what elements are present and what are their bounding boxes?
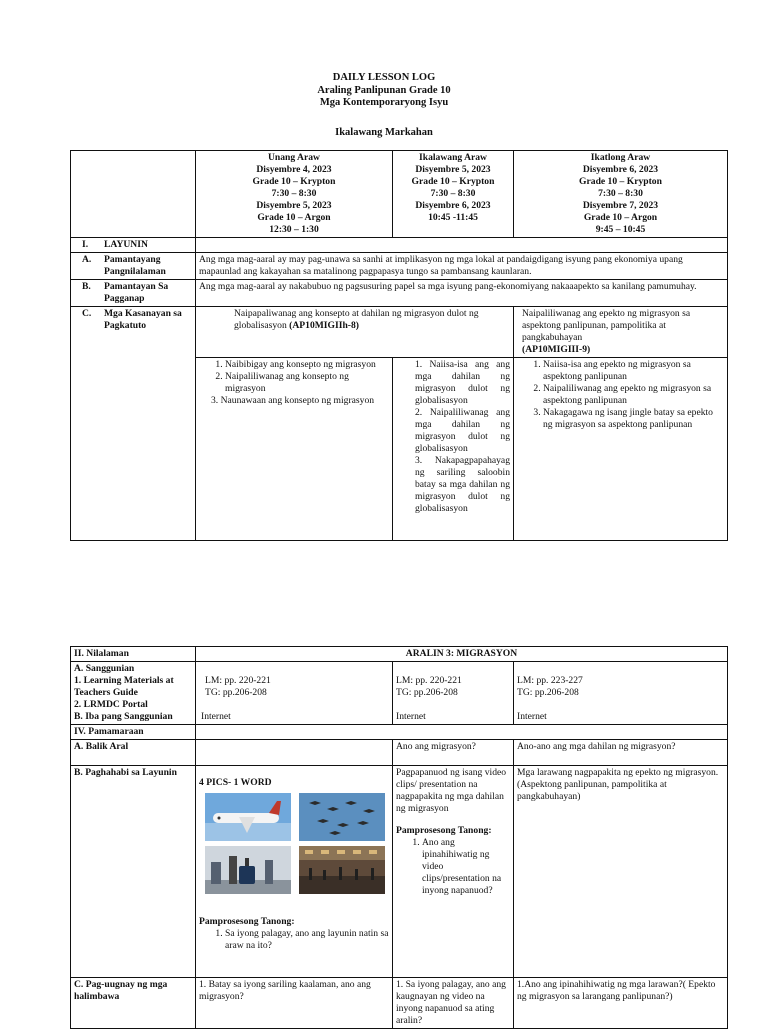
day-header-line: Unang Araw <box>268 152 320 163</box>
traveler-luggage-image <box>205 846 291 894</box>
objectives-day-2 <box>393 357 514 540</box>
day-header-line: 12:30 – 1:30 <box>269 223 319 235</box>
airport-terminal-image <box>299 846 385 894</box>
document-header <box>0 72 768 110</box>
objective-item: 1. Naiisa-isa ang ang mga dahilan ng migrasyon dulot ng globalisasyon <box>415 358 510 406</box>
four-pics-grid <box>205 793 389 894</box>
kasanayan-1: Naipapaliwanag ang konsepto at dahilan ng migrasyon dulot ng globalisasyon (AP10MIGIIh-8) <box>196 306 514 357</box>
sanggunian-day-3: LM: pp. 223-227 TG: pp.206-208 Internet <box>514 661 728 724</box>
day-1-header <box>196 151 393 238</box>
aralin-title: ARALIN 3: MIGRASYON <box>196 647 728 662</box>
day-header-line: Disyembre 6, 2023 <box>582 163 659 175</box>
processing-question-heading: Pamprosesong Tanong: <box>199 915 295 927</box>
objectives-day-1 <box>196 357 393 540</box>
paguugnay-day-1: 1. Batay sa iyong sariling kaalaman, ano ang migrasyon? <box>196 977 393 1028</box>
day-header-line: Grade 10 – Krypton <box>579 175 662 187</box>
day-header-line: 7:30 – 8:30 <box>598 187 643 199</box>
day-header-line: 7:30 – 8:30 <box>271 187 317 199</box>
day-header-line: 9:45 – 10:45 <box>595 223 646 235</box>
objective-item: 2. Naipaliliwanag ang epekto ng migrasyon sa aspektong panlipunan <box>543 383 724 407</box>
day-header-line: Ikatlong Araw <box>590 152 651 163</box>
doc-topic: Mga Kontemporaryong Isyu <box>319 97 449 109</box>
paguugnay-label: C. Pag-uugnay ng mga halimbawa <box>71 977 196 1028</box>
objective-item: 2. Naipaliliwanag ang mga dahilan ng migrasyon dulot ng globalisasyon <box>415 406 510 454</box>
paghahabi-day-2: Pagpapanuod ng isang video clips/ presentation na nagpapakita ng mga dahilan ng migrasyon Pamprosesong Tanong: 1. Ano ang ipinahihiwatig ng video clips/presentation na inyong napanuod? <box>393 765 514 977</box>
quarter-label: Ikalawang Markahan <box>335 127 433 138</box>
objective-item: 1. Naiisa-isa ang epekto ng migrasyon sa aspektong panlipunan <box>543 359 724 383</box>
day-header-line: Disyembre 6, 2023 <box>415 199 491 211</box>
day-header-line: Grade 10 – Argon <box>257 211 331 223</box>
paghahabi-day-1 <box>196 765 393 977</box>
day-header-line: Grade 10 – Argon <box>583 211 658 223</box>
sanggunian-day-1: LM: pp. 220-221 TG: pp.206-208 Internet <box>196 661 393 724</box>
balik-aral-label: A. Balik Aral <box>71 739 196 765</box>
processing-question: 1. Sa iyong palagay, ano ang layunin natin sa araw na ito? <box>225 928 389 952</box>
day-2-header <box>393 151 514 238</box>
day-header-line: Disyembre 7, 2023 <box>582 199 659 211</box>
kasanayan-2: Naipaliliwanag ang epekto ng migrasyon sa aspektong panlipunan, pampolitika at pangkabuhayan (AP10MIGIII-9) <box>514 306 728 357</box>
processing-question: 1. Ano ang ipinahihiwatig ng video clips/presentation na inyong napanuod? <box>422 837 510 897</box>
game-title: 4 PICS- 1 WORD <box>199 776 272 788</box>
paguugnay-day-3: 1.Ano ang ipinahihiwatig ng mga larawan?( Epekto ng migrasyon sa larangang panlipunan?) <box>514 977 728 1028</box>
nilalaman-label: II. Nilalaman <box>71 647 196 662</box>
competency-code-1: (AP10MIGIIh-8) <box>289 319 359 331</box>
day-header-line: Grade 10 – Krypton <box>411 175 495 187</box>
day-header-line: Disyembre 5, 2023 <box>415 163 491 175</box>
day-header-line: Disyembre 5, 2023 <box>256 199 332 211</box>
objective-item: 3. Nakapagpapahayag ng sariling saloobin batay sa mga dahilan ng migrasyon dulot ng globalisasyon <box>415 454 510 514</box>
airplane-image <box>205 793 291 841</box>
objective-item: 3. Naunawaan ang konsepto ng migrasyon <box>211 394 375 406</box>
day-3-header <box>514 151 728 238</box>
objective-item: 1. Naibibigay ang konsepto ng migrasyon <box>225 359 389 371</box>
corner-cell <box>71 151 196 238</box>
balik-aral-day-3: Ano-ano ang mga dahilan ng migrasyon? <box>514 739 728 765</box>
paghahabi-label: B. Paghahabi sa Layunin <box>71 765 196 977</box>
pamantayang-pangnilalaman-text: Ang mga mag-aaral ay may pag-unawa sa sanhi at implikasyon ng mga lokal at pandaigdigang isyung pang ekonomiya upang mapaunlad ang kakayahan sa matalinong pagpapasya tungo sa pambansang kaunlaran. <box>196 252 728 279</box>
day-header-line: 10:45 -11:45 <box>428 211 478 223</box>
lesson-objectives-table <box>70 150 728 541</box>
objective-item: 2. Naipaliliwanag ang konsepto ng migrasyon <box>225 371 389 395</box>
competency-code-2: (AP10MIGIII-9) <box>522 343 591 355</box>
objectives-day-3 <box>514 357 728 540</box>
paguugnay-day-2: 1. Sa iyong palagay, ano ang kaugnayan ng video na inyong napanuod sa ating aralin? <box>393 977 514 1028</box>
doc-title: DAILY LESSON LOG <box>332 72 436 83</box>
sanggunian-day-2: LM: pp. 220-221 TG: pp.206-208 Internet <box>393 661 514 724</box>
pamantayan-pagganap-label: B. Pamantayan Sa Pagganap <box>71 279 196 306</box>
objective-item: 3. Nakagagawa ng isang jingle batay sa epekto ng migrasyon sa aspektong panlipunan <box>543 407 724 431</box>
balik-aral-day-2: Ano ang migrasyon? <box>393 739 514 765</box>
day-header-line: Ikalawang Araw <box>419 152 487 163</box>
kasanayan-label: C. Mga Kasanayan sa Pagkatuto <box>71 306 196 540</box>
layunin-heading: I. LAYUNIN <box>71 237 196 252</box>
paghahabi-day-3: Mga larawang nagpapakita ng epekto ng migrasyon. (Aspektong panlipunan, pampolitika at pangkabuhayan) <box>514 765 728 977</box>
sanggunian-labels: A. Sanggunian 1. Learning Materials at Teachers Guide 2. LRMDC Portal B. Iba pang Sanggunian <box>71 661 196 724</box>
pamantayang-pangnilalaman-label: A. Pamantayang Pangnilalaman <box>71 252 196 279</box>
doc-subject: Araling Panlipunan Grade 10 <box>317 84 451 96</box>
pamantayan-pagganap-text: Ang mga mag-aaral ay nakabubuo ng pagsusuring papel sa mga isyung pang-ekonomiyang nakaaapekto sa kanilang pamumuhay. <box>196 279 728 306</box>
pamamaraan-label: IV. Pamamaraan <box>71 724 196 739</box>
day-header-line: Disyembre 4, 2023 <box>256 163 332 175</box>
birds-flock-image <box>299 793 385 841</box>
day-header-line: 7:30 – 8:30 <box>430 187 476 199</box>
day-header-line: Grade 10 – Krypton <box>252 175 336 187</box>
lesson-content-table <box>70 646 728 1029</box>
